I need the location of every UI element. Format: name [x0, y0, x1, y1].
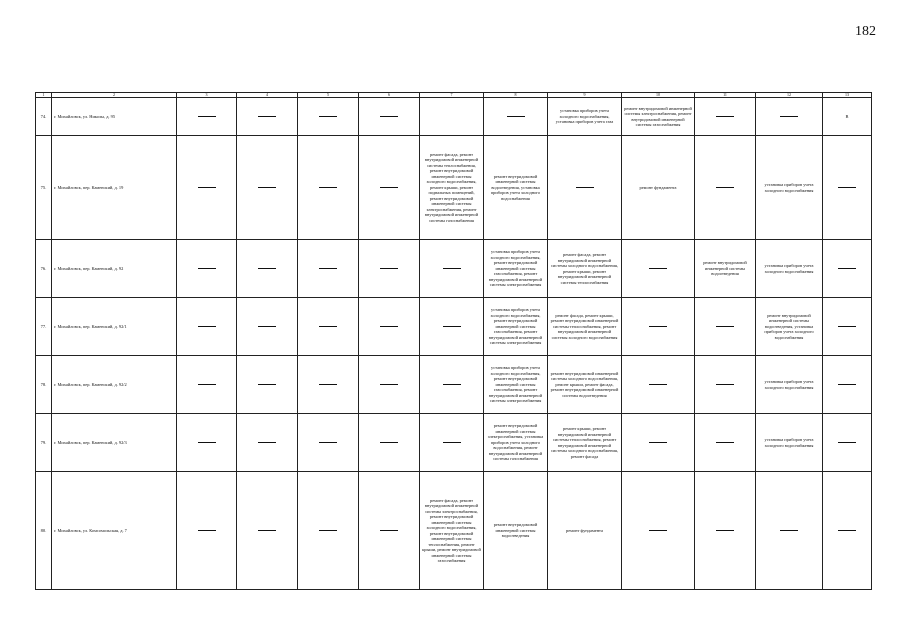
works-cell — [823, 414, 872, 472]
works-cell — [177, 136, 237, 240]
works-cell: установка приборов учета холодного водоснабжения, установка приборов учета газа — [548, 98, 622, 136]
empty-dash — [716, 116, 734, 117]
empty-dash — [319, 326, 337, 327]
empty-dash — [198, 326, 216, 327]
works-cell — [823, 136, 872, 240]
table-row — [36, 240, 872, 298]
column-number: 5 — [298, 93, 359, 98]
works-cell — [177, 240, 237, 298]
column-number: 8 — [484, 93, 548, 98]
column-number: 10 — [622, 93, 695, 98]
address-cell: г. Михайловск, пер. Каменский, д. 92/2 — [52, 356, 177, 414]
empty-dash — [838, 384, 856, 385]
empty-dash — [380, 442, 398, 443]
table-row — [36, 472, 872, 590]
table-row — [36, 136, 872, 240]
works-cell — [548, 136, 622, 240]
empty-dash — [576, 187, 594, 188]
works-cell: ремонт внутридомовой инженерной системы водоотведения — [484, 472, 548, 590]
empty-dash — [319, 530, 337, 531]
works-cell — [484, 98, 548, 136]
works-cell — [298, 136, 359, 240]
empty-dash — [716, 530, 734, 531]
works-cell: установка приборов учета холодного водоснабжения — [756, 356, 823, 414]
empty-dash — [258, 326, 276, 327]
works-cell — [359, 356, 420, 414]
empty-dash — [319, 384, 337, 385]
works-cell — [359, 240, 420, 298]
row-number: 78. — [36, 356, 52, 414]
works-cell — [622, 472, 695, 590]
table-row — [36, 98, 872, 136]
table-row — [36, 298, 872, 356]
works-cell — [420, 240, 484, 298]
empty-dash — [258, 530, 276, 531]
works-cell — [237, 298, 298, 356]
works-cell — [177, 356, 237, 414]
empty-dash — [649, 268, 667, 269]
empty-dash — [258, 384, 276, 385]
works-cell — [298, 98, 359, 136]
column-number: 13 — [823, 93, 872, 98]
empty-dash — [649, 442, 667, 443]
empty-dash — [258, 187, 276, 188]
works-cell — [622, 414, 695, 472]
empty-dash — [319, 442, 337, 443]
works-cell — [237, 240, 298, 298]
works-cell: установка приборов учета холодного водоснабжения, ремонт внутридомовой инженерной системы газоснабжения, ремонт внутридомовой инженерной системы электроснабжения — [484, 240, 548, 298]
empty-dash — [198, 384, 216, 385]
empty-dash — [198, 116, 216, 117]
works-cell: ремонт фундамента — [548, 472, 622, 590]
works-cell — [177, 472, 237, 590]
empty-dash — [258, 268, 276, 269]
page-number: 182 — [855, 24, 876, 39]
address-cell: г. Михайловск, пер. Каменский, д. 19 — [52, 136, 177, 240]
empty-dash — [258, 442, 276, 443]
works-cell — [237, 414, 298, 472]
works-cell: ремонт фасада, ремонт внутридомовой инженерной системы холодного водоснабжения, ремонт крыши, ремонт внутридомовой инженерной системы теплоснабжения — [548, 240, 622, 298]
works-cell — [823, 298, 872, 356]
works-cell: установка приборов учета холодного водоснабжения — [756, 136, 823, 240]
works-cell: установка приборов учета холодного водоснабжения — [756, 240, 823, 298]
address-cell: г. Михайловск, ул. Николы, д. 95 — [52, 98, 177, 136]
works-cell: ремонт внутридомовой инженерной системы водоотведения, установка приборов учета холодного водоснабжения — [484, 136, 548, 240]
empty-dash — [380, 384, 398, 385]
works-cell — [359, 298, 420, 356]
works-cell — [177, 298, 237, 356]
works-cell — [359, 472, 420, 590]
works-cell: установка приборов учета холодного водоснабжения, ремонт внутридомовой инженерной системы газоснабжения, ремонт внутридомовой инженерной системы электроснабжения — [484, 356, 548, 414]
table-body — [36, 93, 872, 590]
works-cell — [622, 240, 695, 298]
empty-dash — [198, 187, 216, 188]
empty-dash — [443, 326, 461, 327]
column-number: 7 — [420, 93, 484, 98]
empty-dash — [380, 530, 398, 531]
address-cell: г. Михайловск, ул. Комсомольская, д. 7 — [52, 472, 177, 590]
empty-dash — [838, 530, 856, 531]
empty-dash — [716, 187, 734, 188]
works-cell: ремонт фасада, ремонт внутридомовой инженерной системы теплоснабжения, ремонт внутридомовой инженерной системы холодного водоснабжения, ремонт крыши, ремонт подвальных помещений, ремонт внутридомовой инженерной системы электроснабжения, ремонт внутридомовой инженерной системы газоснабжения — [420, 136, 484, 240]
row-number: 80. — [36, 472, 52, 590]
empty-dash — [198, 442, 216, 443]
works-cell — [237, 356, 298, 414]
row-number: 75. — [36, 136, 52, 240]
works-cell — [622, 298, 695, 356]
works-cell: В — [823, 98, 872, 136]
column-number: 2 — [52, 93, 177, 98]
works-cell — [359, 98, 420, 136]
table-row — [36, 356, 872, 414]
empty-dash — [649, 326, 667, 327]
column-number: 1 — [36, 93, 52, 98]
empty-dash — [838, 187, 856, 188]
works-cell: установка приборов учета холодного водоснабжения — [756, 414, 823, 472]
works-cell — [298, 472, 359, 590]
empty-dash — [319, 268, 337, 269]
works-cell — [695, 136, 756, 240]
works-cell: ремонт внутридомовой инженерной системы водоотведения — [695, 240, 756, 298]
empty-dash — [649, 530, 667, 531]
column-number: 12 — [756, 93, 823, 98]
empty-dash — [838, 268, 856, 269]
empty-dash — [716, 442, 734, 443]
column-number: 9 — [548, 93, 622, 98]
empty-dash — [716, 384, 734, 385]
works-cell — [298, 240, 359, 298]
empty-dash — [198, 268, 216, 269]
empty-dash — [258, 116, 276, 117]
empty-dash — [380, 116, 398, 117]
works-cell — [177, 98, 237, 136]
works-cell: ремонт фасада, ремонт крыши, ремонт внутридомовой инженерной системы теплоснабжения, ремонт внутридомовой инженерной системы холодного водоснабжения — [548, 298, 622, 356]
empty-dash — [380, 268, 398, 269]
works-cell: ремонт внутридомовой инженерной системы водоотведения, установка приборов учета холодного водоснабжения — [756, 298, 823, 356]
table-row — [36, 414, 872, 472]
works-cell — [756, 472, 823, 590]
empty-dash — [319, 187, 337, 188]
column-number: 11 — [695, 93, 756, 98]
works-cell — [420, 298, 484, 356]
column-number: 3 — [177, 93, 237, 98]
empty-dash — [838, 326, 856, 327]
works-cell — [237, 472, 298, 590]
works-cell: ремонт внутридомовой инженерной системы электроснабжения, установка приборов учета холодного водоснабжения, ремонт внутридомовой инженерной системы газоснабжения — [484, 414, 548, 472]
empty-dash — [649, 384, 667, 385]
empty-dash — [780, 530, 798, 531]
works-cell — [237, 136, 298, 240]
works-cell — [298, 414, 359, 472]
empty-dash — [507, 116, 525, 117]
empty-dash — [380, 187, 398, 188]
row-number: 76. — [36, 240, 52, 298]
works-cell — [695, 298, 756, 356]
row-number: 77. — [36, 298, 52, 356]
works-cell — [420, 414, 484, 472]
works-cell: ремонт внутридомовой инженерной системы холодного водоснабжения, ремонт крыши, ремонт фасада, ремонт внутридомовой инженерной системы водоотведения — [548, 356, 622, 414]
works-cell — [756, 98, 823, 136]
works-cell — [420, 98, 484, 136]
works-cell: ремонт фундамента — [622, 136, 695, 240]
row-number: 74. — [36, 98, 52, 136]
works-cell — [298, 356, 359, 414]
works-cell — [695, 98, 756, 136]
empty-dash — [780, 116, 798, 117]
works-cell: установка приборов учета холодного водоснабжения, ремонт внутридомовой инженерной системы газоснабжения, ремонт внутридомовой инженерной системы электроснабжения — [484, 298, 548, 356]
empty-dash — [443, 268, 461, 269]
works-cell — [622, 356, 695, 414]
address-cell: г. Михайловск, пер. Каменский, д. 92/1 — [52, 298, 177, 356]
works-cell — [695, 414, 756, 472]
empty-dash — [443, 442, 461, 443]
works-cell — [823, 356, 872, 414]
works-cell — [359, 136, 420, 240]
empty-dash — [838, 442, 856, 443]
works-cell — [695, 472, 756, 590]
empty-dash — [443, 384, 461, 385]
works-cell: ремонт внутридомовой инженерной системы электроснабжения, ремонт внутридомовой инженерной системы газоснабжения — [622, 98, 695, 136]
works-cell — [695, 356, 756, 414]
works-cell: ремонт фасада, ремонт внутридомовой инженерной системы электроснабжения, ремонт внутридомовой инженерной системы холодного водоснабжения, ремонт внутридомовой инженерной системы теплоснабжения, ремонт крыши, ремонт внутридомовой инженерной системы газоснабжения — [420, 472, 484, 590]
address-cell: г. Михайловск, пер. Каменский, д. 92/3 — [52, 414, 177, 472]
empty-dash — [380, 326, 398, 327]
empty-dash — [198, 530, 216, 531]
empty-dash — [716, 326, 734, 327]
works-cell — [298, 298, 359, 356]
works-cell — [177, 414, 237, 472]
capital-repair-table — [35, 92, 872, 590]
works-cell — [359, 414, 420, 472]
column-number: 4 — [237, 93, 298, 98]
row-number: 79. — [36, 414, 52, 472]
empty-dash — [319, 116, 337, 117]
works-cell: ремонт крыши, ремонт внутридомовой инженерной системы теплоснабжения, ремонт внутридомовой инженерной системы холодного водоснабжения, ремонт фасада — [548, 414, 622, 472]
address-cell: г. Михайловск, пер. Каменский, д. 92 — [52, 240, 177, 298]
column-number: 6 — [359, 93, 420, 98]
works-cell — [237, 98, 298, 136]
works-cell — [420, 356, 484, 414]
works-cell — [823, 240, 872, 298]
works-cell — [823, 472, 872, 590]
